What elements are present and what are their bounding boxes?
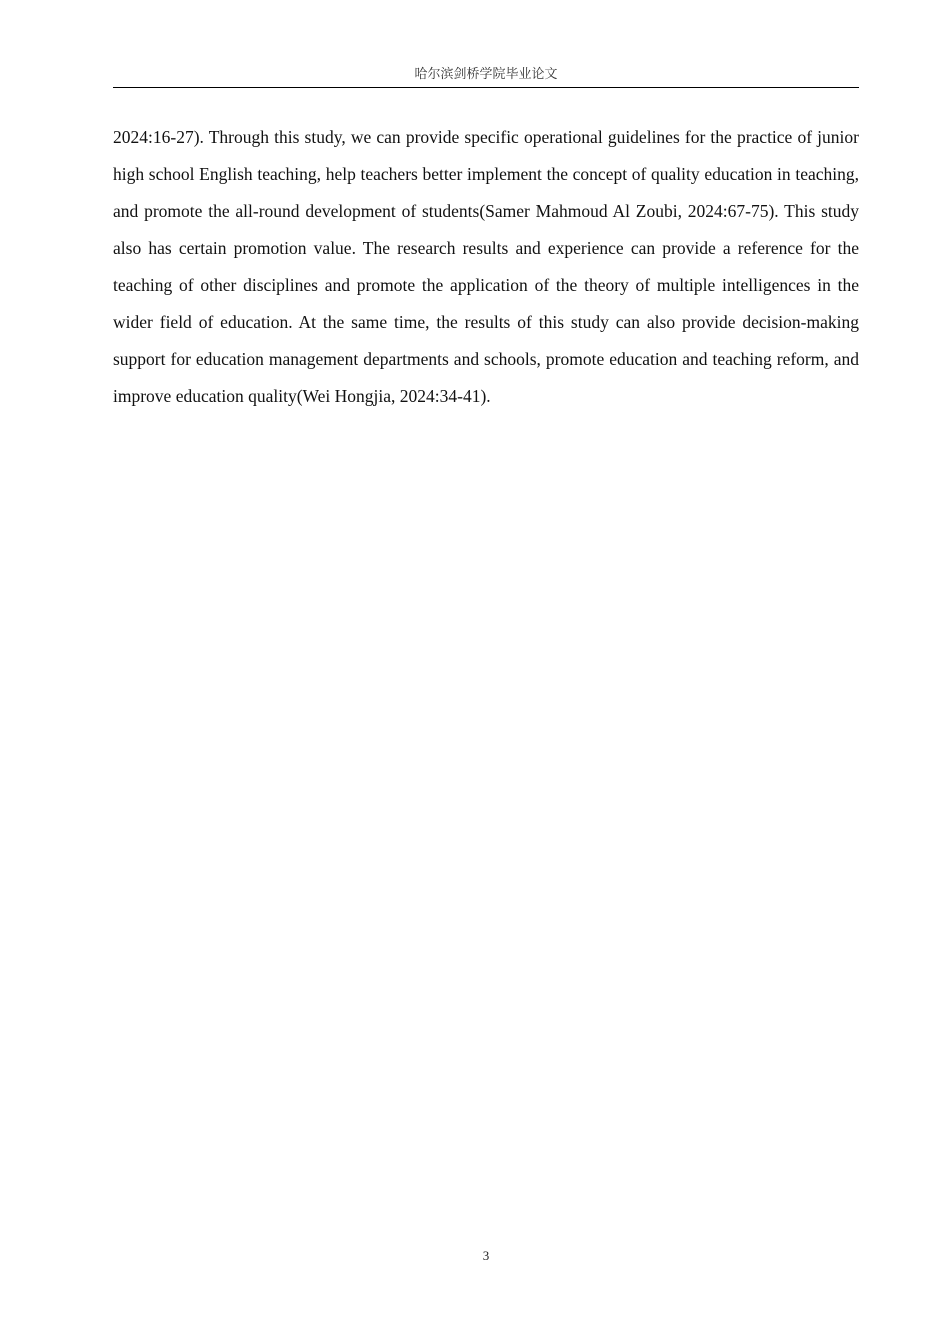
page-number: 3 — [482, 1248, 490, 1263]
body-paragraph: 2024:16-27). Through this study, we can provide specific operational guidelines for the practice of junior high school English teaching, help teachers better implement the concept of quality education in teaching, and promote the all-round development of students(Samer Mahmoud Al Zoubi, 2024:67-75). This study also has certain promotion value. The research results and experience can provide a reference for the teaching of other disciplines and promote the application of the theory of multiple intelligences in the wider field of education. At the same time, the results of this study can also provide decision-making support for education management departments and schools, promote education and teaching reform, and improve education quality(Wei Hongjia, 2024:34-41). — [113, 127, 859, 406]
header-divider — [113, 87, 859, 88]
running-header: 哈尔滨剑桥学院毕业论文 — [414, 67, 558, 82]
